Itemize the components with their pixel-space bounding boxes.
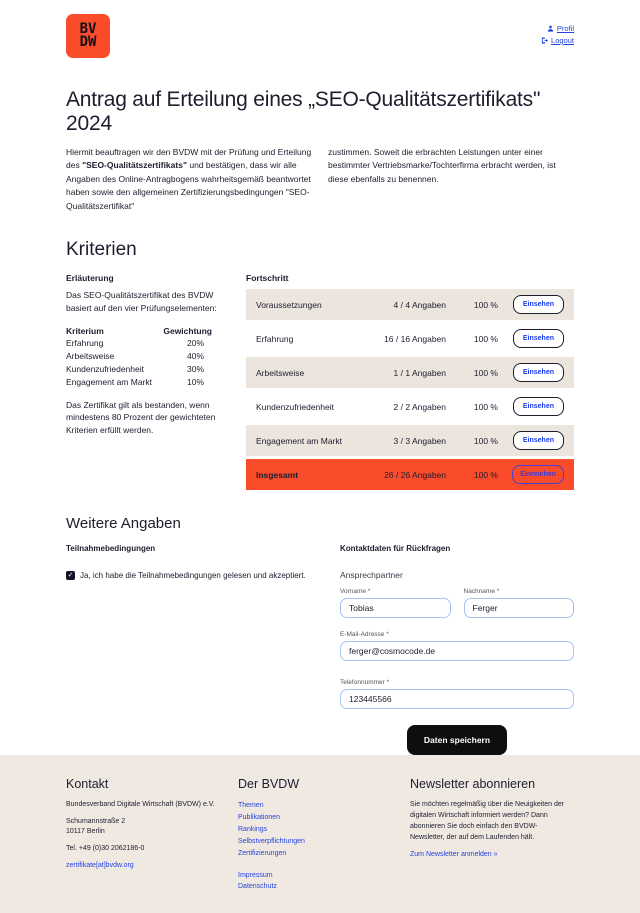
row-angaben: 3 / 3 Angaben: [393, 435, 446, 446]
profil-label: Profil: [556, 24, 574, 33]
einsehen-button[interactable]: Einsehen: [513, 397, 564, 416]
footer-link-spacer: [238, 860, 410, 870]
row-percent: 100 %: [473, 469, 498, 480]
row-label: Voraussetzungen: [256, 299, 322, 310]
erlaeuterung-column: [66, 273, 226, 493]
gewichtung-row: [66, 376, 226, 389]
kriterium-weight: 30%: [186, 364, 204, 375]
vorname-field-group: [340, 588, 451, 618]
row-angaben: 4 / 4 Angaben: [393, 299, 446, 310]
bvdw-logo[interactable]: [66, 14, 110, 58]
footer-email-link[interactable]: zertifikate[at]bvdw.org: [66, 862, 134, 870]
footer-link-datenschutz[interactable]: Datenschutz: [238, 883, 277, 891]
row-label: Engagement am Markt: [256, 435, 342, 446]
kriterium-name: Kundenzufriedenheit: [66, 364, 144, 375]
footer-link-impressum[interactable]: Impressum: [238, 871, 273, 879]
kriterien-section: [66, 273, 574, 493]
teilnahme-heading: Teilnahmebedingungen: [66, 544, 156, 554]
gewichtung-table: [66, 325, 226, 389]
weitere-angaben-heading: Weitere Angaben: [66, 515, 181, 533]
fortschritt-row-insgesamt: [246, 459, 574, 490]
footer-address-line-2: 10117 Berlin: [66, 828, 105, 836]
fortschritt-row-arbeitsweise: [246, 357, 574, 388]
footer-telephone: Tel. +49 (0)30 2062186-0: [66, 844, 145, 852]
kriterium-weight: 40%: [186, 351, 204, 362]
row-angaben: 26 / 26 Angaben: [384, 469, 446, 480]
kontaktdaten-heading: Kontaktdaten für Rückfragen: [340, 544, 451, 554]
email-input[interactable]: [340, 641, 574, 661]
vorname-input[interactable]: [340, 598, 451, 618]
intro-column-1: Hiermit beauftragen wir den BVDW mit der Prüfung und Erteilung des "SEO-Qualitätszertifikats" und bestätigen, dass wir alle Angaben des Online-Antragbogens wahrheitsgemäß beantwortet haben sowie den allgemeinen Zertifizierungsbedingungen "SEO-Qualitätszertifikat": [66, 147, 312, 211]
header-links: [541, 14, 574, 45]
erlaeuterung-text-1: Das SEO-Qualitätszertifikat des BVDW basiert auf den vier Prüfungselementen:: [66, 290, 217, 313]
footer-newsletter-column: [410, 777, 574, 893]
gewichtung-col-gewichtung: Gewichtung: [163, 325, 212, 336]
kontaktdaten-column: [340, 544, 574, 755]
profil-link[interactable]: [547, 24, 574, 33]
email-label: E-Mail-Adresse *: [340, 631, 389, 639]
erlaeuterung-heading: Erläuterung: [66, 273, 114, 284]
row-label: Arbeitsweise: [256, 367, 305, 378]
logout-label: Logout: [551, 36, 574, 45]
footer-company: Bundesverband Digitale Wirtschaft (BVDW) e.V.: [66, 801, 215, 809]
gewichtung-col-kriterium: Kriterium: [66, 325, 104, 336]
row-percent: 100 %: [473, 299, 498, 310]
fortschritt-row-kundenzufriedenheit: [246, 391, 574, 422]
telefon-field-group: [340, 679, 574, 709]
kriterium-name: Engagement am Markt: [66, 377, 152, 388]
erlaeuterung-text-2: Das Zertifikat gilt als bestanden, wenn mindestens 80 Prozent der gewichteten Kriterien erfüllt werden.: [66, 399, 216, 436]
kriterien-heading: Kriterien: [66, 239, 137, 261]
teilnahme-checkbox-row: [66, 571, 324, 580]
fortschritt-heading: Fortschritt: [246, 273, 289, 284]
teilnahme-column: [66, 544, 324, 755]
kriterium-weight: 20%: [186, 338, 204, 349]
nachname-input[interactable]: [464, 598, 575, 618]
nachname-field-group: [464, 588, 575, 618]
kriterium-name: Arbeitsweise: [66, 351, 115, 362]
intro-bold-term: "SEO-Qualitätszertifikats": [82, 160, 187, 171]
fortschritt-row-engagement: [246, 425, 574, 456]
gewichtung-row: [66, 363, 226, 376]
row-percent: 100 %: [473, 333, 498, 344]
fortschritt-row-erfahrung: [246, 323, 574, 354]
footer-link-themen[interactable]: Themen: [238, 802, 264, 810]
row-label: Kundenzufriedenheit: [256, 401, 334, 412]
row-percent: 100 %: [473, 367, 498, 378]
intro-column-2: zustimmen. Soweit die erbrachten Leistungen unter einer bestimmter Vertriebsmarke/Tochterfirma erbracht werden, ist diese ebenfalls zu benennen.: [328, 147, 556, 184]
logo-line-2: DW: [79, 34, 97, 50]
weitere-angaben-section: [66, 544, 574, 755]
row-angaben: 1 / 1 Angaben: [393, 367, 446, 378]
logout-icon: [541, 37, 548, 44]
gewichtung-row: [66, 337, 226, 350]
einsehen-button[interactable]: Einsehen: [513, 431, 564, 450]
footer-bvdw-heading: Der BVDW: [238, 777, 300, 792]
ansprechpartner-label: Ansprechpartner: [340, 570, 403, 581]
footer-newsletter-heading: Newsletter abonnieren: [410, 777, 536, 792]
einreichen-button[interactable]: Einreichen: [512, 465, 564, 484]
footer-kontakt-heading: Kontakt: [66, 777, 109, 792]
footer-bvdw-column: [238, 777, 410, 893]
einsehen-button[interactable]: Einsehen: [513, 329, 564, 348]
user-icon: [547, 25, 554, 32]
nachname-label: Nachname *: [463, 588, 500, 596]
daten-speichern-button[interactable]: Daten speichern: [407, 725, 507, 755]
row-percent: 100 %: [473, 401, 498, 412]
footer-link-publikationen[interactable]: Publikationen: [238, 814, 281, 821]
row-angaben: 2 / 2 Angaben: [393, 401, 446, 412]
footer-kontakt-column: [66, 777, 238, 893]
fortschritt-column: [246, 273, 574, 493]
einsehen-button[interactable]: Einsehen: [513, 295, 564, 314]
row-angaben: 16 / 16 Angaben: [384, 333, 446, 344]
footer-link-zertifizierungen[interactable]: Zertifizierungen: [238, 849, 287, 857]
logo-line-1: BV: [79, 21, 97, 38]
logout-link[interactable]: [541, 36, 574, 45]
teilnahme-checkbox[interactable]: ✓: [67, 572, 74, 580]
footer-newsletter-link[interactable]: Zum Newsletter anmelden »: [410, 851, 498, 859]
teilnahme-checkbox-label: Ja, ich habe die Teilnahmebedingungen gelesen und akzeptiert.: [80, 571, 306, 581]
footer-link-selbstverpflichtungen[interactable]: Selbstverpflichtungen: [238, 837, 305, 845]
fortschritt-row-voraussetzungen: [246, 289, 574, 320]
kriterium-name: Erfahrung: [66, 338, 104, 349]
einsehen-button[interactable]: Einsehen: [513, 363, 564, 382]
footer-newsletter-text: Sie möchten regelmäßig über die Neuigkeiten der digitalen Wirtschaft informiert werden? Dann abonnieren Sie doch einfach den BVDW-Newsletter, der auf dem Laufenden hält.: [410, 801, 565, 841]
vorname-label: Vorname *: [340, 588, 371, 596]
footer-address-line-1: Schumannstraße 2: [66, 817, 126, 825]
gewichtung-row: [66, 350, 226, 363]
telefon-label: Telefonnummer *: [340, 679, 390, 687]
footer: [0, 755, 640, 913]
header: [0, 0, 640, 58]
kriterium-weight: 10%: [186, 377, 204, 388]
page-title: Antrag auf Erteilung eines „SEO-Qualitätszertifikats" 2024: [66, 88, 541, 135]
main-content: [0, 58, 640, 755]
row-label: Erfahrung: [256, 333, 294, 344]
intro-text: [66, 146, 574, 213]
telefon-input[interactable]: [340, 689, 574, 709]
email-field-group: [340, 631, 574, 661]
row-percent: 100 %: [473, 435, 498, 446]
row-label: Insgesamt: [256, 469, 299, 480]
footer-link-rankings[interactable]: Rankings: [238, 825, 268, 833]
name-fields-row: [340, 580, 574, 618]
